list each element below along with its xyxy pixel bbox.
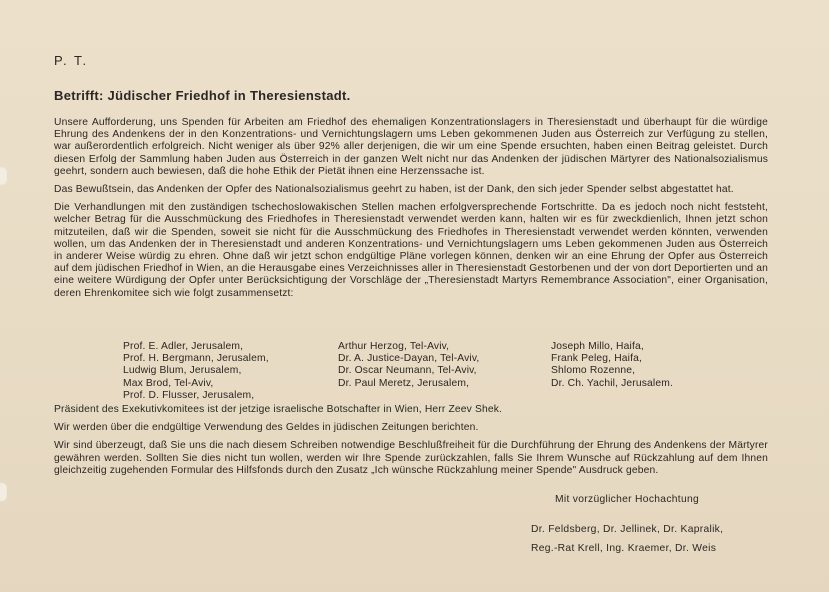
letter-body	[54, 117, 768, 306]
committee-member: Frank Peleg, Haifa,	[551, 353, 642, 365]
committee-column	[338, 341, 479, 390]
committee-member: Dr. Paul Meretz, Jerusalem,	[338, 377, 470, 389]
committee-member: Dr. Ch. Yachil, Jerusalem.	[551, 377, 673, 389]
committee-member: Prof. D. Flusser, Jerusalem,	[123, 389, 255, 401]
paragraph: Das Bewußtsein, das Andenken der Opfer des Nationalsozialismus geehrt zu haben, ist der Dank, den sich jeder Spender selbst abgestattet hat.	[54, 184, 734, 196]
closing-formula: Mit vorzüglicher Hochachtung	[555, 494, 700, 505]
committee-member: Arthur Herzog, Tel-Aviv,	[338, 341, 450, 352]
committee-member: Shlomo Rozenne,	[551, 365, 636, 377]
committee-member: Max Brod, Tel-Aviv,	[123, 377, 214, 389]
committee-member: Joseph Millo, Haifa,	[551, 341, 644, 352]
punch-hole	[0, 482, 7, 502]
committee-member: Ludwig Blum, Jerusalem,	[123, 365, 242, 377]
paragraph: Unsere Aufforderung, uns Spenden für Arbeiten am Friedhof des ehemaligen Konzentrationslagers in Theresienstadt und überhaupt für die würdige Ehrung des Andenkens der in den Konzentrations- und Vernichtungslagern ums Leben gekommenen Juden aus Österreich zur Verfügung zu stellen, war außerordentlich erfolgreich. Nicht weniger als über 92% aller derjenigen, die wir um eine Spende ersuchten, haben einen Beitrag geleistet. Durch diesen Erfolg der Sammlung haben Juden aus Österreich in der ganzen Welt nicht nur das Andenken der jüdischen Märtyrer des Nationalsozialismus geehrt, sondern auch bewiesen, daß die hohe Ethik der Pietät ihnen eine Herzenssache ist.	[54, 117, 768, 177]
committee-member: Prof. H. Bergmann, Jerusalem,	[123, 353, 269, 365]
committee-column	[551, 341, 673, 390]
signatories: Reg.-Rat Krell, Ing. Kraemer, Dr. Weis	[531, 543, 717, 554]
committee-member: Prof. E. Adler, Jerusalem,	[123, 341, 244, 352]
paragraph: Wir werden über die endgültige Verwendung des Geldes in jüdischen Zeitungen berichten.	[54, 422, 479, 434]
committee-member: Dr. A. Justice-Dayan, Tel-Aviv,	[338, 353, 480, 365]
paragraph: Die Verhandlungen mit den zuständigen tschechoslowakischen Stellen machen erfolgversprechende Fortschritte. Da es jedoch noch nicht feststeht, welcher Betrag für die Ausschmückung des Friedhofes in Theresienstadt verwendet werden kann, halten wir es für zweckdienlich, Ihnen jetzt schon mitzuteilen, daß wir die Spenden, soweit sie nicht für die Ausschmückung des Friedhofes in Theresienstadt verwendet werden könnten, verwenden wollen, um das Andenken der in Theresienstadt und anderen Konzentrations- und Vernichtungslagern ums Leben gekommenen Juden aus Österreich in anderer Weise würdig zu ehren. Ohne daß wir jetzt schon endgültige Pläne vorlegen können, denken wir an eine Ehrung der Opfer aus Österreich auf dem jüdischen Friedhof in Wien, an die Herausgabe eines Verzeichnisses aller in Theresienstadt Gestorbenen und der von dort Deportierten und an eine weitere Würdigung der Opfer unter Berücksichtigung der Vorschläge der „Theresienstadt Martyrs Remembrance Association", einer Organisation, deren Ehrenkomitee sich wie folgt zusammensetzt:	[54, 202, 768, 299]
committee-member: Dr. Oscar Neumann, Tel-Aviv,	[338, 365, 477, 377]
signatories: Dr. Feldsberg, Dr. Jellinek, Dr. Kapralik,	[531, 524, 724, 535]
paragraph: Wir sind überzeugt, daß Sie uns die nach diesem Schreiben notwendige Beschlußfreiheit für die Durchführung der Ehrung des Andenkens der Märtyrer gewähren werden. Sollten Sie dies nicht tun wollen, werden wir Ihre Spende zurückzahlen, falls Sie Ihrem Wunsche auf Rückzahlung auf dem Ihnen gleichzeitig zugehenden Formular des Hilfsfonds durch den Zusatz „Ich wünsche Rückzahlung meiner Spende" Ausdruck geben.	[54, 440, 768, 476]
punch-hole	[0, 166, 7, 186]
letter-body-continued	[54, 404, 768, 483]
subject-line: Betrifft: Jüdischer Friedhof in Theresienstadt.	[54, 88, 351, 103]
paragraph: Präsident des Exekutivkomitees ist der jetzige israelische Botschafter in Wien, Herr Zeev Shek.	[54, 404, 503, 415]
committee-column	[123, 341, 269, 402]
salutation: P. T.	[54, 53, 89, 68]
